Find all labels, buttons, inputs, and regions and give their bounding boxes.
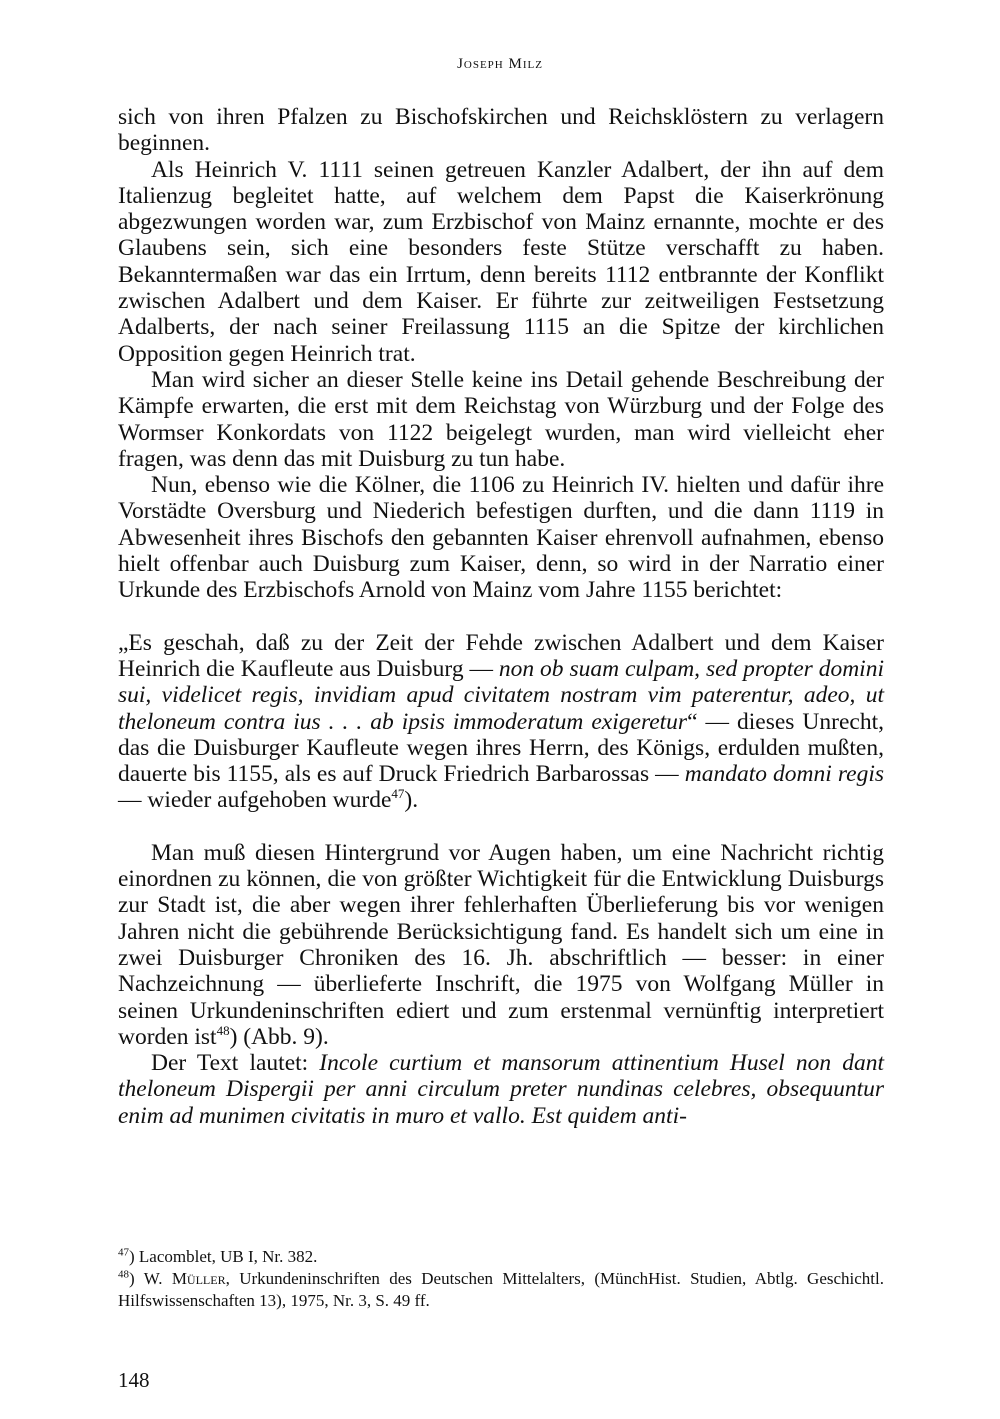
paragraph: Nun, ebenso wie die Kölner, die 1106 zu Heinrich IV. hielten und dafür ihre Vorstädte Oversburg und Niederich befestigen durften, und die dann 1119 in Abwesenheit ihres Bischofs den gebannten Kaiser ehrenvoll aufnahmen, ebenso hielt offenbar auch Duisburg zum Kaiser, denn, so wird in der Narratio einer Urkunde des Erzbischofs Arnold von Mainz vom Jahre 1155 berichtet: — [118, 472, 884, 604]
paragraph-text: Man muß diesen Hintergrund vor Augen haben, um eine Nachricht richtig einordnen zu können, die von größter Wichtigkeit für die Entwicklung Duisburgs zur Stadt ist, die aber wegen ihrer fehlerhaften Überlieferung bis vor wenigen Jahren nicht die gebührende Berücksichtigung fand. Es handelt sich um eine in zwei Duisburger Chroniken des 16. Jh. abschriftlich — besser: in einer Nachzeichnung — überlieferte Inschrift, die 1975 von Wolfgang Müller in seinen Urkundeninschriften ediert und zum erstenmal vernünftig interpretiert worden ist — [118, 839, 884, 1050]
footnote-number: 47 — [118, 1246, 129, 1259]
running-header: Joseph Milz — [457, 56, 543, 72]
quote-latin: non ob suam culpam, sed propter domini sui, videlicet regis, invidiam apud civitatem nostram vim paterentur, adeo, ut theloneum contra ius . . . ab ipsis immoderatum exigeretur — [118, 655, 884, 735]
footnotes — [118, 1246, 884, 1312]
footnote-reference: 48 — [216, 1022, 230, 1038]
block-quote — [118, 630, 884, 814]
paragraph: sich von ihren Pfalzen zu Bischofskirchen und Reichsklöstern zu verlagern beginnen. — [118, 104, 884, 157]
paragraph: Als Heinrich V. 1111 seinen getreuen Kanzler Adalbert, der ihn auf dem Italienzug begleitet hatte, auf welchem dem Papst die Kaiserkrönung abgezwungen worden war, zum Erzbischof von Mainz ernannte, mochte er des Glaubens sein, sich eine besonders feste Stütze verschafft zu haben. Bekanntermaßen war das ein Irrtum, denn bereits 1112 entbrannte der Konflikt zwischen Adalbert und dem Kaiser. Er führte zur zeitweiligen Festsetzung Adalberts, der nach seiner Freilassung 1115 an die Spitze der kirchlichen Opposition gegen Heinrich trat. — [118, 156, 884, 367]
paragraph-text: ) (Abb. 9). — [229, 1023, 329, 1050]
paragraph — [118, 1050, 884, 1129]
quote-text: “ — dieses Unrecht, das die Duisburger Kaufleute wegen ihres Herrn, des Königs, erdulden mußten, dauerte bis 1155, als es auf Druck Friedrich Barbarossas — — [118, 708, 884, 788]
inscription-latin: Incole curtium et mansorum attinentium Husel non dant theloneum Dispergii per anni circulum preter nundinas celebres, obsequuntur enim ad munimen civitatis in muro et vallo. Est quidem anti- — [118, 1050, 884, 1129]
paragraph: Man wird sicher an dieser Stelle keine ins Detail gehende Beschreibung der Kämpfe erwarten, die erst mit dem Reichstag von Würzburg und der Folge des Wormser Konkordats von 1122 beigelegt wurden, man wird vielleicht eher fragen, was denn das mit Duisburg zu tun habe. — [118, 366, 884, 472]
footnote-author: Müller — [171, 1269, 226, 1288]
footnote-text: ) W. — [129, 1269, 172, 1288]
page-number: 148 — [118, 1368, 150, 1392]
paragraph — [118, 840, 884, 1050]
footnote-text: ) Lacomblet, UB I, Nr. 382. — [129, 1247, 318, 1266]
footnote-number: 48 — [118, 1268, 129, 1281]
paragraph-text: Der Text lautet: — [151, 1050, 320, 1077]
quote-text: ). — [404, 787, 419, 814]
quote-latin: mandato domni regis — [684, 761, 884, 788]
footnote — [118, 1268, 884, 1312]
footnote — [118, 1246, 884, 1268]
main-text — [118, 104, 884, 1129]
footnote-reference: 47 — [391, 786, 405, 802]
footnote-text: , Urkundeninschriften des Deutschen Mittelalters, (MünchHist. Studien, Abtlg. Geschichtl. Hilfswissenschaften 13), 1975, Nr. 3, S. 49 ff. — [118, 1269, 884, 1310]
quote-text: „Es geschah, daß zu der Zeit der Fehde zwischen Adalbert und dem Kaiser Heinrich die Kaufleute aus Duisburg — — [118, 629, 884, 682]
quote-text: — wieder aufgehoben wurde — [118, 787, 392, 814]
